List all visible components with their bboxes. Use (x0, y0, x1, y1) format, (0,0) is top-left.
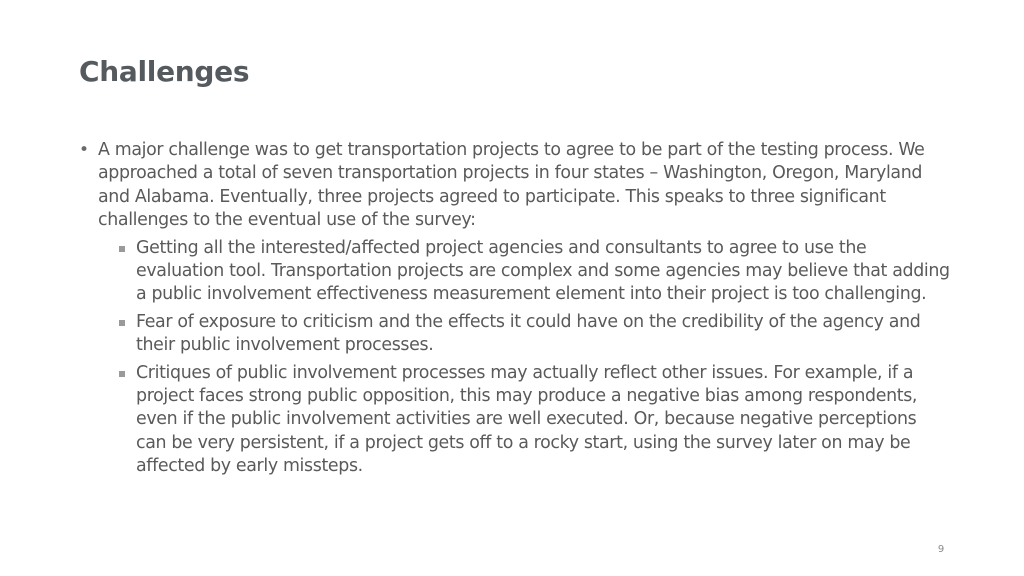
square-bullet-icon (117, 311, 136, 334)
sub-bullet-list (117, 237, 951, 479)
bullet-dot-icon: • (79, 140, 89, 160)
square-bullet-icon (117, 362, 136, 385)
square-bullet-icon (117, 237, 136, 260)
sub-bullet-text: Fear of exposure to criticism and the effects it could have on the credibility of the agency and their public involvement processes. (136, 311, 921, 356)
bullet-text: A major challenge was to get transportation projects to agree to be part of the testing process. We approached a total of seven transportation projects in four states – Washington, Oregon, Maryland and Alabama. Eventually, three projects agreed to participate. This speaks to three significant challenges to the eventual use of the survey: (98, 140, 925, 231)
sub-bullet-item (117, 237, 951, 307)
bullet-item (79, 139, 951, 483)
sub-bullet-item (117, 311, 951, 358)
slide-title: Challenges (79, 55, 250, 88)
sub-bullet-item (117, 362, 951, 479)
page-number: 9 (937, 544, 945, 555)
sub-bullet-text: Critiques of public involvement processes may actually reflect other issues. For example, if a project faces strong public opposition, this may produce a negative bias among respondents, even if the public involvement activities are well executed. Or, because negative perceptions can be very persistent, if a project gets off to a rocky start, using the survey later on may be affected by early missteps. (136, 362, 918, 477)
slide-body (79, 139, 951, 483)
sub-bullet-text: Getting all the interested/affected project agencies and consultants to agree to use the evaluation tool. Transportation projects are complex and some agencies may believe that adding a public involvement effectiveness measurement element into their project is too challenging. (136, 237, 950, 305)
